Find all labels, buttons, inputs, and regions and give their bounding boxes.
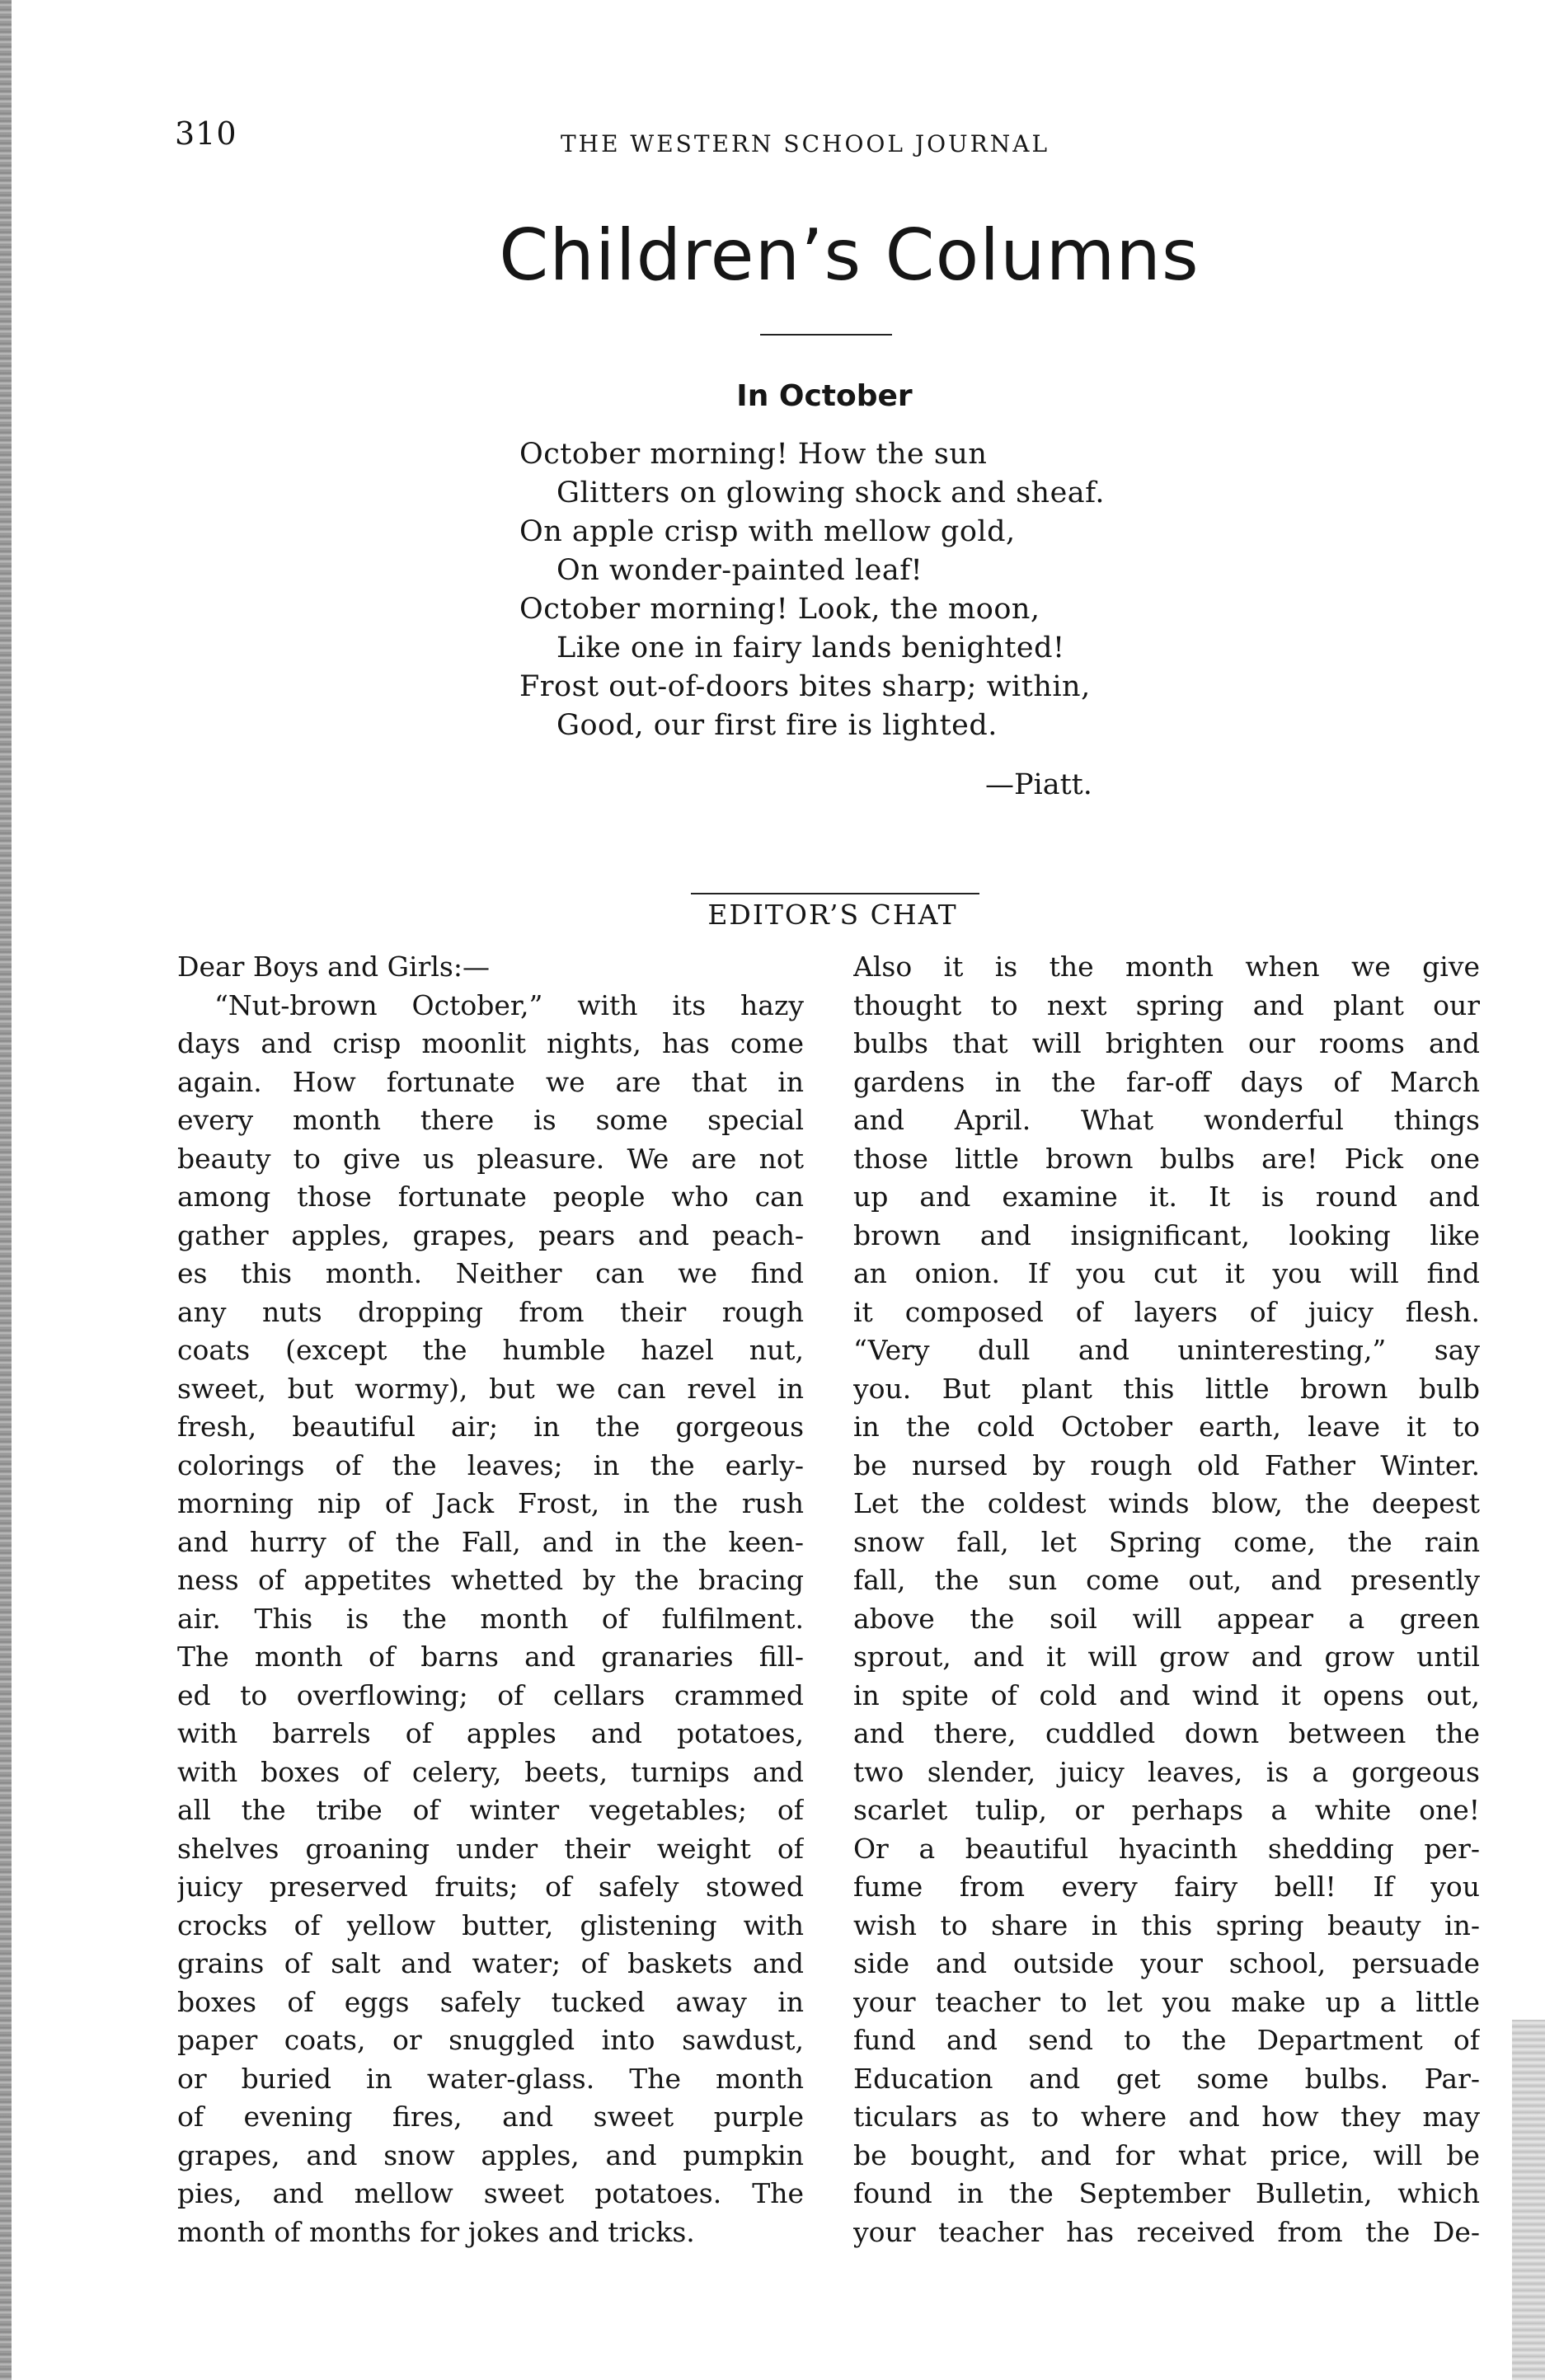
text-line: Dear Boys and Girls:— (177, 951, 490, 983)
text-line: of evening fires, and sweet purple (177, 2101, 804, 2133)
text-line: morning nip of Jack Frost, in the rush (177, 1487, 804, 1519)
text-line: juicy preserved fruits; of safely stowed (177, 1871, 804, 1903)
page-shadow-edge (1512, 2020, 1545, 2380)
title-divider (760, 334, 892, 336)
text-line: The month of barns and granaries fill- (177, 1641, 804, 1673)
text-line: in the cold October earth, leave it to (853, 1411, 1480, 1443)
text-line: grains of salt and water; of baskets and (177, 1947, 804, 1979)
text-line: among those fortunate people who can (177, 1181, 804, 1213)
text-line: up and examine it. It is round and (853, 1181, 1480, 1213)
text-line: above the soil will appear a green (853, 1602, 1480, 1635)
text-line: and there, cuddled down between the (853, 1717, 1480, 1749)
text-line: thought to next spring and plant our (853, 988, 1480, 1021)
section-title: EDITOR’S CHAT (707, 899, 958, 931)
text-line: be bought, and for what price, will be (853, 2138, 1480, 2171)
text-line: Also it is the month when we give (853, 951, 1480, 983)
text-line: grapes, and snow apples, and pumpkin (177, 2138, 804, 2171)
text-line: bulbs that will brighten our rooms and (853, 1027, 1480, 1059)
text-line: crocks of yellow butter, glistening with (177, 1908, 804, 1941)
text-line: sprout, and it will grow and grow until (853, 1641, 1480, 1673)
text-line: fresh, beautiful air; in the gorgeous (177, 1411, 804, 1443)
text-line: boxes of eggs safely tucked away in (177, 1985, 804, 2018)
poem-line: October morning! Look, the moon, (519, 593, 1040, 626)
text-line: your teacher has received from the De- (853, 2215, 1480, 2248)
text-line: snow fall, let Spring come, the rain (853, 1525, 1480, 1558)
text-line: shelves groaning under their weight of (177, 1832, 804, 1865)
text-line: month of months for jokes and tricks. (177, 2215, 695, 2248)
text-line: fall, the sun come out, and presently (853, 1564, 1480, 1596)
text-line: your teacher to let you make up a little (853, 1985, 1480, 2018)
text-line: ticulars as to where and how they may (853, 2101, 1480, 2133)
text-line: with boxes of celery, beets, turnips and (177, 1755, 804, 1788)
poem (519, 435, 1426, 745)
poem-line: October morning! How the sun (519, 438, 988, 471)
text-line: those little brown bulbs are! Pick one (853, 1142, 1480, 1175)
poem-line: On wonder-painted leaf! (556, 554, 923, 587)
text-line: brown and insignificant, looking like (853, 1218, 1480, 1251)
text-line: every month there is some special (177, 1104, 804, 1136)
text-line: found in the September Bulletin, which (853, 2177, 1480, 2209)
text-line: scarlet tulip, or perhaps a white one! (853, 1794, 1480, 1826)
left-text-column (177, 948, 804, 2251)
text-line: fume from every fairy bell! If you (853, 1871, 1480, 1903)
text-line: sweet, but wormy), but we can revel in (177, 1372, 804, 1405)
page-title: Children’s Columns (499, 214, 1200, 297)
page-number: 310 (175, 115, 237, 152)
text-line: colorings of the leaves; in the early- (177, 1448, 804, 1481)
text-line: any nuts dropping from their rough (177, 1295, 804, 1328)
poem-line: Good, our first fire is lighted. (556, 709, 998, 742)
text-line: “Nut-brown October,” with its hazy (214, 988, 804, 1021)
poem-title: In October (736, 379, 913, 413)
text-line: ed to overflowing; of cellars crammed (177, 1678, 804, 1711)
text-line: fund and send to the Department of (853, 2024, 1480, 2056)
text-line: again. How fortunate we are that in (177, 1065, 804, 1098)
running-head: THE WESTERN SCHOOL JOURNAL (561, 130, 1050, 157)
text-line: in spite of cold and wind it opens out, (853, 1678, 1480, 1711)
text-line: coats (except the humble hazel nut, (177, 1334, 804, 1366)
text-line: days and crisp moonlit nights, has come (177, 1027, 804, 1059)
text-line: gardens in the far-off days of March (853, 1065, 1480, 1098)
text-line: with barrels of apples and potatoes, (177, 1717, 804, 1749)
text-line: or buried in water-glass. The month (177, 2062, 804, 2095)
text-line: Let the coldest winds blow, the deepest (853, 1487, 1480, 1519)
text-line: you. But plant this little brown bulb (853, 1372, 1480, 1405)
text-line: es this month. Neither can we find (177, 1257, 804, 1289)
text-line: Education and get some bulbs. Par- (853, 2062, 1480, 2095)
page-binding-edge (0, 0, 12, 2380)
text-line: and hurry of the Fall, and in the keen- (177, 1525, 804, 1558)
poem-attribution: —Piatt. (985, 768, 1092, 801)
poem-line: Glitters on glowing shock and sheaf. (556, 476, 1106, 509)
text-line: pies, and mellow sweet potatoes. The (177, 2177, 804, 2209)
text-line: it composed of layers of juicy flesh. (853, 1295, 1480, 1328)
text-line: ness of appetites whetted by the bracing (177, 1564, 804, 1596)
poem-line: On apple crisp with mellow gold, (519, 515, 1016, 548)
text-line: all the tribe of winter vegetables; of (177, 1794, 804, 1826)
text-line: side and outside your school, persuade (853, 1947, 1480, 1979)
poem-line: Frost out-of-doors bites sharp; within, (519, 670, 1091, 703)
text-line: “Very dull and uninteresting,” say (853, 1334, 1480, 1366)
text-line: air. This is the month of fulfilment. (177, 1602, 804, 1635)
poem-line: Like one in fairy lands benighted! (556, 631, 1065, 664)
section-divider (691, 893, 979, 894)
text-line: Or a beautiful hyacinth shedding per- (853, 1832, 1480, 1865)
text-line: paper coats, or snuggled into sawdust, (177, 2024, 804, 2056)
text-line: and April. What wonderful things (853, 1104, 1480, 1136)
text-line: an onion. If you cut it you will find (853, 1257, 1480, 1289)
text-line: two slender, juicy leaves, is a gorgeous (853, 1755, 1480, 1788)
text-line: beauty to give us pleasure. We are not (177, 1142, 804, 1175)
text-line: wish to share in this spring beauty in- (853, 1908, 1480, 1941)
right-text-column (853, 948, 1480, 2251)
text-line: be nursed by rough old Father Winter. (853, 1448, 1480, 1481)
text-line: gather apples, grapes, pears and peach- (177, 1218, 804, 1251)
